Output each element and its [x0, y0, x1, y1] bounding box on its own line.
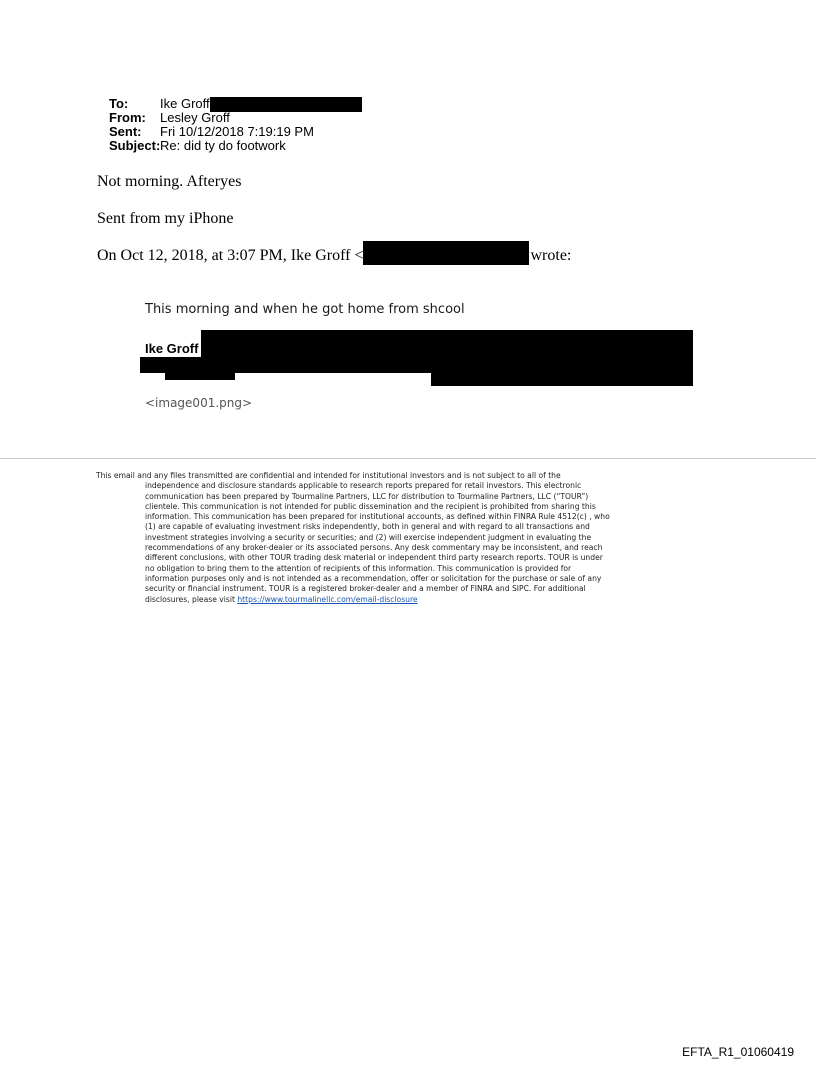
disclaimer-line: security or financial instrument. TOUR is a registered broker-dealer and a member of FINRA and SIPC. For additional: [145, 584, 586, 594]
disclaimer-line: information purposes only and is not intended as a recommendation, offer or solicitation for the purchase or sale of any: [145, 573, 602, 583]
disclosure-link[interactable]: https://www.tourmalinellc.com/email-disclosure: [237, 594, 418, 604]
disclaimer-line: (1) are capable of evaluating investment risks independently, both in general and with regard to all transactions and: [145, 522, 590, 532]
disclaimer-line: no obligation to bring them to the attention of recipients of this information. This communication is provided for: [145, 563, 572, 573]
from-row: [109, 111, 362, 125]
email-header: [109, 97, 362, 153]
document-id: EFTA_R1_01060419: [682, 1045, 794, 1059]
reply-text: Not morning. Afteryes: [97, 173, 242, 190]
subject-label: Subject:: [109, 138, 161, 153]
from-value: Lesley Groff: [160, 110, 230, 125]
redaction-block: [210, 97, 362, 112]
subject-value: Re: did ty do footwork: [160, 138, 286, 153]
subject-row: [109, 139, 362, 153]
attribution-prefix: On Oct 12, 2018, at 3:07 PM, Ike Groff <: [97, 247, 364, 264]
disclaimer-body: [97, 481, 667, 605]
sent-row: [109, 125, 362, 139]
signature-line: Sent from my iPhone: [97, 210, 234, 227]
redaction-block: [363, 241, 529, 265]
attachment-placeholder: <image001.png>: [145, 396, 253, 410]
disclaimer-line: different conclusions, with other TOUR trading desk material or independent third party research reports. TOUR is under: [145, 553, 603, 563]
sent-value: Fri 10/12/2018 7:19:19 PM: [160, 124, 314, 139]
disclaimer-line: clientele. This communication is not intended for public dissemination and the recipient is prohibited from sharing this: [145, 501, 596, 511]
to-row: [109, 97, 362, 111]
quoted-message: This morning and when he got home from shcool: [145, 302, 465, 317]
legal-disclaimer: [97, 471, 667, 605]
disclaimer-link-prefix: disclosures, please visit: [145, 594, 238, 604]
quoted-signature-name: Ike Groff: [145, 341, 199, 356]
from-label: From:: [109, 110, 146, 125]
disclaimer-line: communication has been prepared by Tourmaline Partners, LLC for distribution to Tourmaline Partners, LLC (“TOUR”): [145, 491, 589, 501]
redaction-block: [165, 368, 235, 380]
to-value: Ike Groff: [160, 96, 210, 111]
disclaimer-last-line: [145, 595, 667, 605]
to-label: To:: [109, 96, 129, 111]
redaction-block: [431, 357, 693, 386]
disclaimer-line: information. This communication has been prepared for institutional accounts, as defined within FINRA Rule 4512(c) , who: [145, 512, 610, 522]
sent-label: Sent:: [109, 124, 142, 139]
divider: [0, 458, 816, 459]
quote-attribution: [97, 247, 571, 265]
redaction-block: [201, 330, 693, 357]
disclaimer-line: This email and any files transmitted are confidential and intended for institutional investors and is not subject to all of the: [96, 471, 561, 480]
disclaimer-line: investment strategies involving a security or securities; and (2) will exercise independent judgment in evaluating the: [145, 532, 592, 542]
disclaimer-line: recommendations of any broker-dealer or its associated persons. Any desk commentary may be inconsistent, and reach: [145, 543, 603, 553]
attribution-suffix: wrote:: [530, 247, 572, 264]
disclaimer-line: independence and disclosure standards applicable to research reports prepared for retail investors. This electronic: [145, 481, 582, 491]
